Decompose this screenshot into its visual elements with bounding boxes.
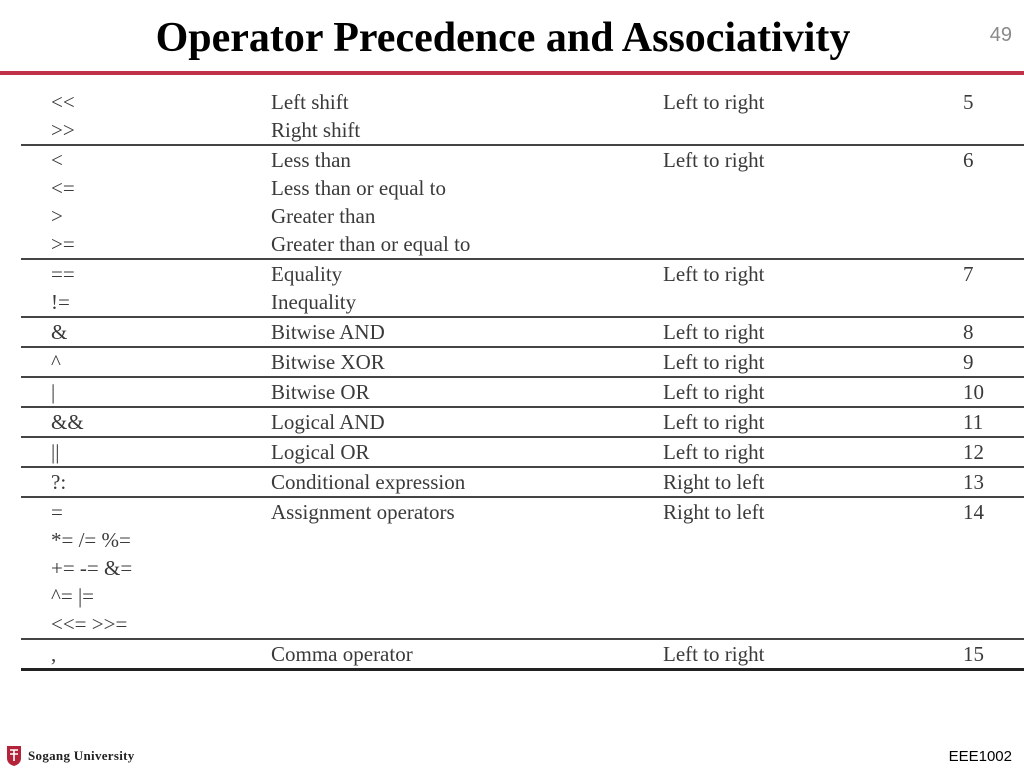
precedence-cell: [963, 347, 1024, 377]
precedence-value: 6: [963, 148, 974, 172]
precedence-value: 11: [963, 410, 984, 434]
associativity-text: Left to right: [663, 642, 765, 666]
operator-cell: [21, 407, 271, 437]
operator-table-body: [21, 88, 1024, 670]
operator-symbol: *= /= %=: [51, 528, 131, 552]
operator-description: Left shift: [271, 90, 349, 114]
operator-description: Comma operator: [271, 642, 413, 666]
associativity-text: Left to right: [663, 320, 765, 344]
description-cell: [271, 467, 663, 497]
operator-symbol: ==: [51, 262, 75, 286]
precedence-cell: [963, 259, 1024, 317]
operator-symbol: ||: [51, 440, 60, 464]
precedence-value: 12: [963, 440, 984, 464]
operator-description: Inequality: [271, 290, 357, 314]
operator-symbol: >=: [51, 232, 75, 256]
table-row: [21, 377, 1024, 407]
description-cell: [271, 145, 663, 259]
associativity-cell: [663, 407, 963, 437]
operator-symbol: <: [51, 148, 63, 172]
operator-cell: [21, 259, 271, 317]
precedence-cell: [963, 377, 1024, 407]
operator-symbol: !=: [51, 290, 70, 314]
description-cell: [271, 377, 663, 407]
description-cell: [271, 317, 663, 347]
precedence-cell: [963, 437, 1024, 467]
operator-description: Logical OR: [271, 440, 370, 464]
associativity-text: Left to right: [663, 380, 765, 404]
operator-cell: [21, 497, 271, 639]
operator-symbol: &&: [51, 410, 84, 434]
operator-symbol: ,: [51, 642, 57, 666]
operator-description: Less than: [271, 148, 351, 172]
precedence-value: 7: [963, 262, 974, 286]
operator-cell: [21, 377, 271, 407]
associativity-text: Right to left: [663, 470, 765, 494]
description-cell: [271, 437, 663, 467]
operator-description: Conditional expression: [271, 470, 466, 494]
associativity-cell: [663, 497, 963, 639]
associativity-text: Right to left: [663, 500, 765, 524]
operator-description: Bitwise AND: [271, 320, 385, 344]
associativity-text: Left to right: [663, 440, 765, 464]
description-cell: [271, 259, 663, 317]
operator-description: Equality: [271, 262, 343, 286]
precedence-value: 10: [963, 380, 984, 404]
table-row: [21, 347, 1024, 377]
precedence-value: 5: [963, 90, 974, 114]
operator-description: Bitwise OR: [271, 380, 370, 404]
associativity-cell: [663, 347, 963, 377]
associativity-cell: [663, 639, 963, 670]
operator-symbol: <=: [51, 176, 75, 200]
operator-cell: [21, 145, 271, 259]
operator-symbol: += -= &=: [51, 556, 133, 580]
precedence-cell: [963, 639, 1024, 670]
precedence-cell: [963, 467, 1024, 497]
precedence-value: 9: [963, 350, 974, 374]
table-row: [21, 407, 1024, 437]
operator-description: Assignment operators: [271, 500, 455, 524]
associativity-cell: [663, 467, 963, 497]
operator-cell: [21, 317, 271, 347]
precedence-value: 8: [963, 320, 974, 344]
operator-symbol: |: [51, 380, 56, 404]
table-row: [21, 145, 1024, 259]
precedence-value: 14: [963, 500, 984, 524]
table-row: [21, 88, 1024, 145]
table-row: [21, 467, 1024, 497]
description-cell: [271, 639, 663, 670]
university-logo: [6, 744, 135, 768]
associativity-cell: [663, 437, 963, 467]
operator-symbol: >>: [51, 118, 75, 142]
description-cell: [271, 88, 663, 145]
operator-cell: [21, 467, 271, 497]
operator-symbol: <<= >>=: [51, 612, 128, 636]
table-row: [21, 497, 1024, 639]
associativity-text: Left to right: [663, 90, 765, 114]
page-number: 49: [989, 24, 1012, 46]
operator-symbol: ?:: [51, 470, 67, 494]
operator-symbol: =: [51, 500, 63, 524]
university-emblem-icon: [6, 745, 22, 767]
operator-description: Bitwise XOR: [271, 350, 385, 374]
associativity-cell: [663, 145, 963, 259]
precedence-cell: [963, 145, 1024, 259]
operator-cell: [21, 88, 271, 145]
associativity-text: Left to right: [663, 148, 765, 172]
operator-symbol: ^: [51, 350, 61, 374]
associativity-text: Left to right: [663, 410, 765, 434]
operator-symbol: <<: [51, 90, 75, 114]
precedence-cell: [963, 407, 1024, 437]
precedence-cell: [963, 88, 1024, 145]
associativity-cell: [663, 377, 963, 407]
operator-symbol: >: [51, 204, 63, 228]
operator-table: [21, 88, 1024, 671]
table-row: [21, 437, 1024, 467]
operator-symbol: ^= |=: [51, 584, 94, 608]
operator-symbol: &: [51, 320, 68, 344]
description-cell: [271, 497, 663, 639]
operator-cell: [21, 639, 271, 670]
precedence-cell: [963, 497, 1024, 639]
title-divider: [0, 71, 1024, 75]
table-row: [21, 317, 1024, 347]
associativity-cell: [663, 259, 963, 317]
associativity-cell: [663, 317, 963, 347]
slide-title: Operator Precedence and Associativity: [155, 15, 851, 61]
associativity-text: Left to right: [663, 350, 765, 374]
course-code: EEE1002: [948, 748, 1012, 765]
operator-cell: [21, 347, 271, 377]
operator-description: Logical AND: [271, 410, 385, 434]
university-name: Sogang University: [28, 748, 135, 763]
precedence-value: 13: [963, 470, 984, 494]
precedence-cell: [963, 317, 1024, 347]
description-cell: [271, 407, 663, 437]
associativity-text: Left to right: [663, 262, 765, 286]
description-cell: [271, 347, 663, 377]
operator-description: Greater than or equal to: [271, 232, 471, 256]
associativity-cell: [663, 88, 963, 145]
table-row: [21, 259, 1024, 317]
operator-description: Greater than: [271, 204, 376, 228]
operator-cell: [21, 437, 271, 467]
precedence-value: 15: [963, 642, 984, 666]
operator-description: Less than or equal to: [271, 176, 446, 200]
table-row: [21, 639, 1024, 670]
operator-description: Right shift: [271, 118, 361, 142]
